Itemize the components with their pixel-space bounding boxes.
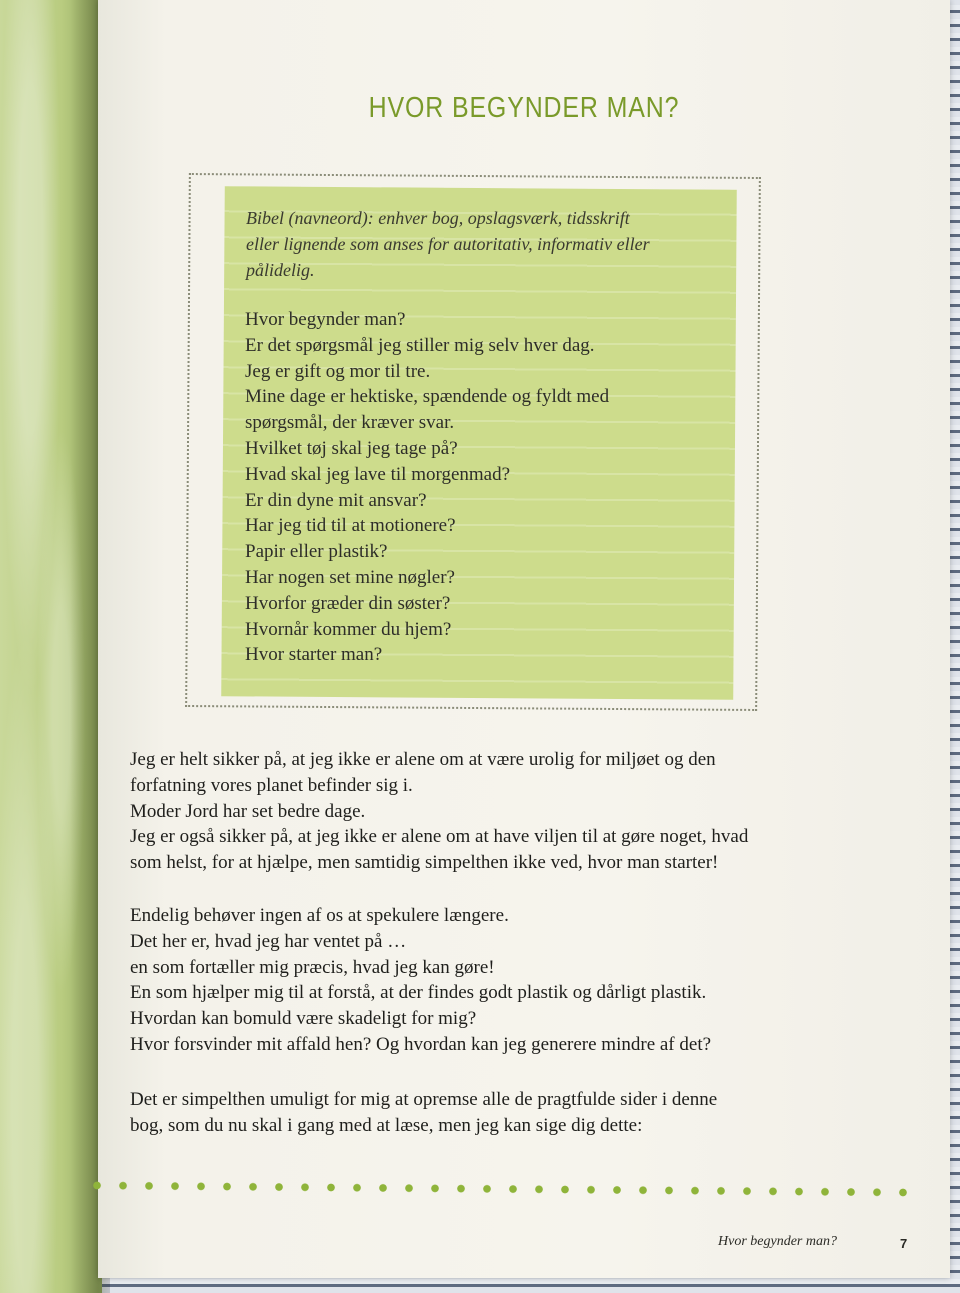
definition-line: eller lignende som anses for autoritativ, informativ eller — [246, 234, 650, 254]
question-line: Papir eller plastik? — [245, 541, 388, 563]
question-line: Hvad skal jeg lave til morgenmad? — [245, 463, 511, 485]
bible-definition — [246, 205, 716, 283]
body-line: Endelig behøver ingen af os at spekulere længere. — [130, 905, 509, 926]
question-line: spørgsmål, der kræver svar. — [245, 412, 455, 434]
body-paragraph-2 — [130, 903, 810, 1058]
body-line: Jeg er helt sikker på, at jeg ikke er alene om at være urolig for miljøet og den — [130, 749, 716, 770]
question-line: Har nogen set mine nøgler? — [245, 566, 455, 588]
body-line: Hvordan kan bomuld være skadeligt for mig? — [130, 1008, 477, 1030]
body-line: forfatning vores planet befinder sig i. — [130, 774, 413, 796]
question-line: Hvornår kommer du hjem? — [245, 618, 452, 640]
question-line: Hvorfor græder din søster? — [245, 592, 451, 614]
body-line: Det her er, hvad jeg har ventet på … — [130, 930, 407, 952]
book-page — [98, 0, 950, 1278]
question-line: Hvor begynder man? — [245, 309, 406, 330]
dotted-divider — [84, 1180, 924, 1197]
body-line: bog, som du nu skal i gang med at læse, men jeg kan sige dig dette: — [130, 1114, 643, 1136]
body-paragraph-3 — [130, 1087, 810, 1139]
body-line: Det er simpelthen umuligt for mig at opremse alle de pragtfulde sider i denne — [130, 1089, 718, 1110]
question-line: Har jeg tid til at motionere? — [245, 515, 456, 537]
body-paragraph-1 — [130, 747, 810, 876]
body-line: Moder Jord har set bedre dage. — [130, 800, 366, 822]
question-line: Hvor starter man? — [245, 644, 383, 666]
page-title: HVOR BEGYNDER MAN? — [368, 92, 680, 124]
body-line: som helst, for at hjælpe, men samtidig simpelthen ikke ved, hvor man starter! — [130, 852, 719, 874]
definition-line: pålidelig. — [246, 260, 315, 280]
question-line: Jeg er gift og mor til tre. — [245, 360, 431, 382]
page-number: 7 — [900, 1236, 908, 1251]
question-list — [245, 307, 715, 668]
question-line: Er det spørgsmål jeg stiller mig selv hver dag. — [245, 334, 595, 356]
question-line: Er din dyne mit ansvar? — [245, 489, 427, 511]
body-line: Jeg er også sikker på, at jeg ikke er alene om at have viljen til at gøre noget, hvad — [130, 826, 749, 848]
question-line: Mine dage er hektiske, spændende og fyldt med — [245, 386, 610, 408]
body-line: En som hjælper mig til at forstå, at der findes godt plastik og dårligt plastik. — [130, 982, 707, 1004]
definition-line: Bibel (navneord): enhver bog, opslagsværk, tidsskrift — [246, 208, 630, 228]
body-line: en som fortæller mig præcis, hvad jeg kan gøre! — [130, 956, 495, 978]
body-line: Hvor forsvinder mit affald hen? Og hvordan kan jeg generere mindre af det? — [130, 1033, 712, 1055]
running-title: Hvor begynder man? — [718, 1234, 837, 1249]
question-line: Hvilket tøj skal jeg tage på? — [245, 437, 458, 459]
